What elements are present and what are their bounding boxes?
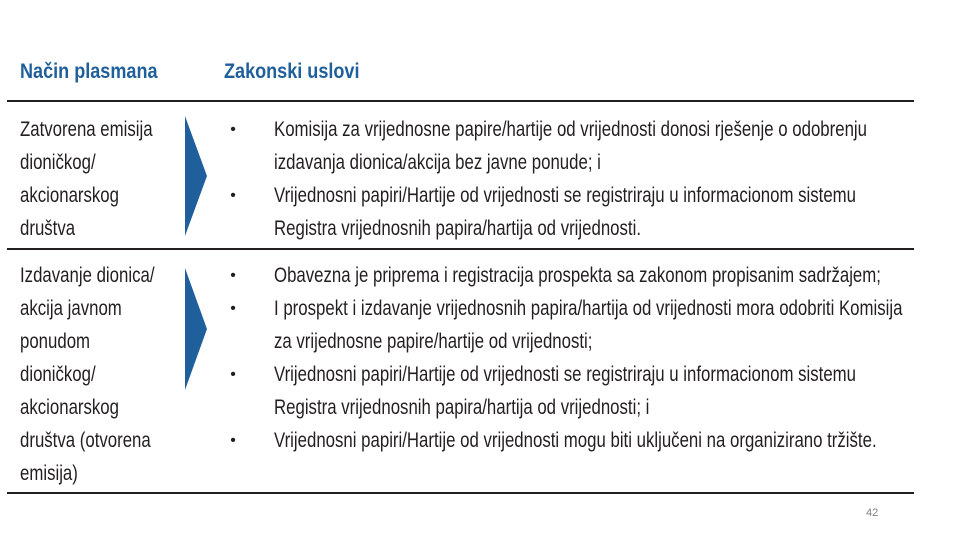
header-rule	[7, 100, 914, 102]
chevron-right-icon	[185, 116, 207, 236]
condition-text: Vrijednosni papiri/Hartije od vrijednosti se registriraju u informacionom sistemu	[274, 184, 857, 207]
table-bottom-rule	[7, 492, 914, 494]
bullet: •	[230, 300, 236, 317]
condition-text: Obavezna je priprema i registracija prospekta sa zakonom propisanim sadržajem;	[274, 264, 881, 287]
condition-text: Vrijednosni papiri/Hartije od vrijednosti se registriraju u informacionom sistemu	[274, 363, 857, 386]
bullet: •	[230, 432, 236, 449]
page-number: 42	[866, 507, 879, 519]
condition-text: za vrijednosne papire/hartije od vrijednosti;	[274, 330, 593, 353]
column-header-method: Način plasmana	[20, 60, 158, 83]
bullet: •	[230, 366, 236, 383]
row-divider	[7, 248, 914, 250]
condition-text: izdavanja dionica/akcija bez javne ponude; i	[274, 151, 601, 174]
condition-text: Registra vrijednosnih papira/hartija od vrijednosti; i	[274, 396, 650, 419]
row-1-method: Zatvorena emisija dioničkog/ akcionarskog društva	[20, 118, 153, 240]
chevron-right-icon	[185, 268, 207, 390]
condition-text: Komisija za vrijednosne papire/hartije od vrijednosti donosi rješenje o odobrenju	[274, 118, 868, 141]
bullet: •	[230, 187, 236, 204]
condition-text: Registra vrijednosnih papira/hartija od vrijednosti.	[274, 217, 641, 240]
bullet: •	[230, 121, 236, 138]
condition-text: Vrijednosni papiri/Hartije od vrijednosti mogu biti uključeni na organizirano tržište.	[274, 429, 877, 452]
condition-text: I prospekt i izdavanje vrijednosnih papira/hartija od vrijednosti mora odobriti Komisija	[274, 297, 903, 320]
row-2-method: Izdavanje dionica/ akcija javnom ponudom dioničkog/ akcionarskog društva (otvorena emisija)	[20, 264, 155, 485]
bullet: •	[230, 267, 236, 284]
column-header-conditions: Zakonski uslovi	[224, 60, 360, 83]
